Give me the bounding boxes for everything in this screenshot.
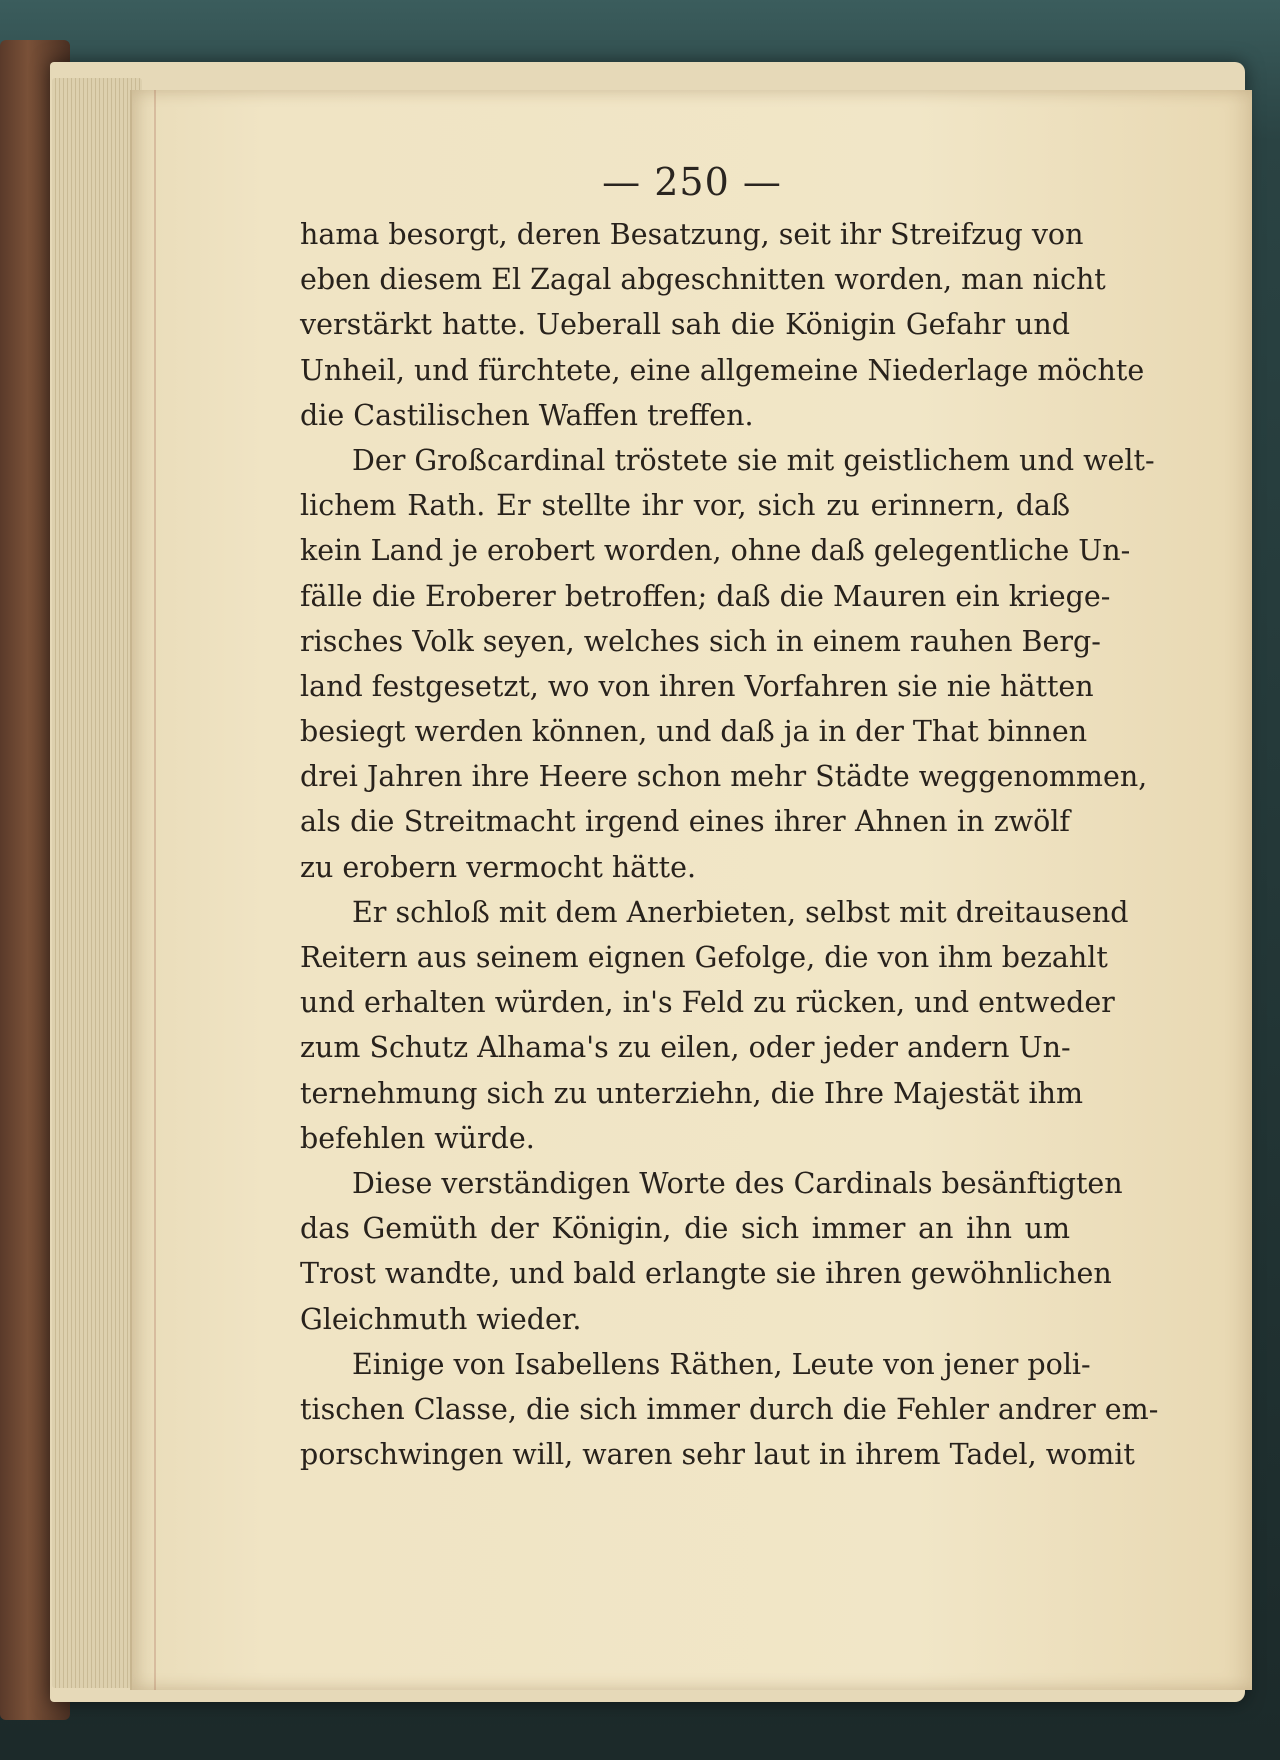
text-line: Reitern aus seinem eignen Gefolge, die von ihm bezahlt <box>300 941 1108 974</box>
text-line: Trost wandte, und bald erlangte sie ihren gewöhnlichen <box>300 1257 1112 1291</box>
page-edges <box>52 78 142 1688</box>
text-line: land festgesetzt, wo von ihren Vorfahren sie nie hätten <box>300 669 1094 703</box>
text-line: Einige von Isabellens Räthen, Leute von jener poli- <box>352 1347 1091 1381</box>
page-text <box>300 212 1159 1477</box>
text-line: Unheil, und fürchtete, eine allgemeine Niederlage möchte <box>300 353 1145 387</box>
text-line: die Castilischen Waffen treffen. <box>300 398 754 432</box>
text-line: risches Volk seyen, welches sich in einem rauhen Berg- <box>300 624 1101 658</box>
text-line: tischen Classe, die sich immer durch die Fehler andrer em- <box>300 1392 1159 1426</box>
text-line: das Gemüth der Königin, die sich immer an ihn um <box>300 1212 1070 1246</box>
text-line: drei Jahren ihre Heere schon mehr Städte weggenommen, <box>300 760 1148 794</box>
book-page <box>130 90 1252 1690</box>
page-number: — 250 — <box>602 160 782 204</box>
text-line: Gleichmuth wieder. <box>300 1302 582 1336</box>
text-line: als die Streitmacht irgend eines ihrer Ahnen in zwölf <box>300 805 1070 839</box>
text-line: zu erobern vermocht hätte. <box>300 850 697 884</box>
text-line: lichem Rath. Er stellte ihr vor, sich zu erinnern, daß <box>300 489 1070 523</box>
text-line: ternehmung sich zu unterziehn, die Ihre Majestät ihm <box>300 1076 1083 1110</box>
text-line: Diese verständigen Worte des Cardinals besänftigten <box>352 1166 1123 1200</box>
text-line: eben diesem El Zagal abgeschnitten worden, man nicht <box>300 263 1106 297</box>
text-line: hama besorgt, deren Besatzung, seit ihr Streifzug von <box>300 218 1084 251</box>
text-line: Der Großcardinal tröstete sie mit geistlichem und welt- <box>352 443 1155 477</box>
text-line: kein Land je erobert worden, ohne daß gelegentliche Un- <box>300 534 1131 568</box>
text-line: und erhalten würden, in's Feld zu rücken, und entweder <box>300 986 1115 1020</box>
text-line: verstärkt hatte. Ueberall sah die Königin Gefahr und <box>300 308 1070 342</box>
text-line: fälle die Eroberer betroffen; daß die Mauren ein kriege- <box>300 579 1111 613</box>
text-line: besiegt werden können, und daß ja in der That binnen <box>300 715 1088 749</box>
text-line: befehlen würde. <box>300 1121 535 1155</box>
text-line: porschwingen will, waren sehr laut in ihrem Tadel, womit <box>300 1438 1135 1472</box>
margin-rule <box>154 90 156 1690</box>
text-line: zum Schutz Alhama's zu eilen, oder jeder andern Un- <box>300 1031 1071 1065</box>
text-line: Er schloß mit dem Anerbieten, selbst mit dreitausend <box>352 895 1129 929</box>
